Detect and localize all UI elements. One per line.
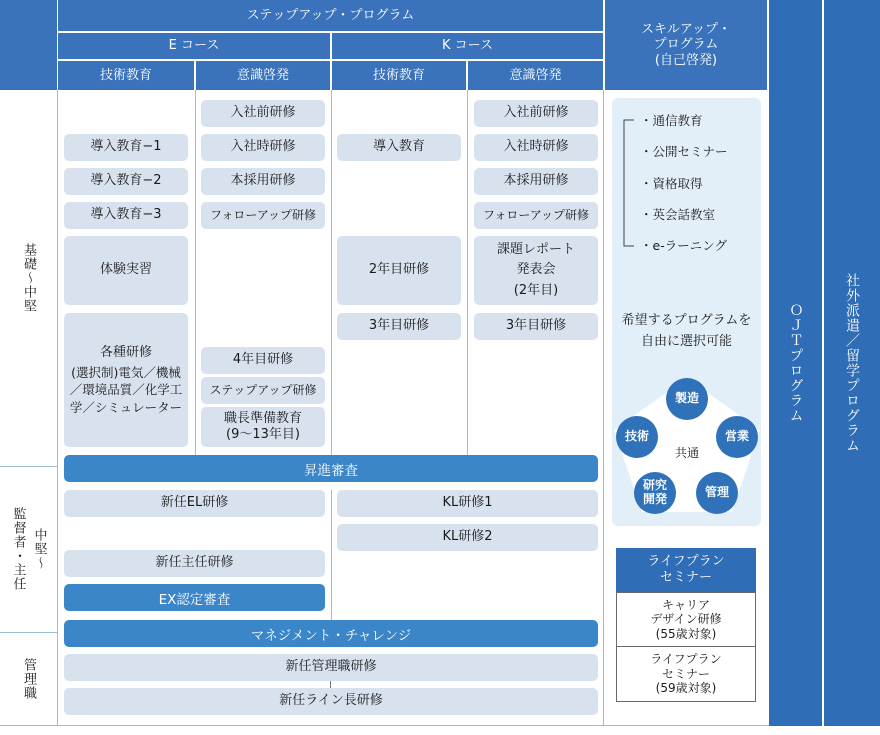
- e-various-training: [64, 313, 188, 447]
- k-year3-aware-text: 3年目研修: [505, 318, 567, 334]
- career-design-l3: (55歳対象): [655, 626, 717, 641]
- ojt-band: [769, 0, 822, 726]
- k-tech-label: 技術教育: [372, 67, 425, 83]
- divider: [57, 90, 58, 726]
- row-label-supervisor: [0, 468, 57, 630]
- skill-item-1-text: ・通信教育: [640, 113, 703, 128]
- skill-item-5-text: ・e-ラーニング: [640, 238, 727, 253]
- e-course-label: E コース: [168, 38, 220, 54]
- skill-item-4: [640, 205, 715, 223]
- divider: [331, 90, 332, 455]
- e-aware-label: 意識啓発: [236, 67, 289, 83]
- divider: [0, 466, 57, 467]
- lifeplan-header-l1: ライフプラン: [647, 553, 725, 569]
- career-design-l2: デザイン研修: [650, 612, 722, 627]
- kl-training-1-text: KL研修1: [442, 495, 493, 511]
- e-at-entry: [201, 134, 325, 161]
- kl-training-1: [337, 490, 598, 517]
- row-label-supervisor-b: 監督者・主任: [10, 507, 26, 591]
- k-intro: [337, 134, 461, 161]
- circle-rnd-l2: 開発: [642, 492, 667, 506]
- e-intro-2-text: 導入教育−2: [90, 173, 162, 189]
- abroad-band: [824, 0, 880, 726]
- circle-management: [696, 472, 738, 514]
- k-year2-text: 2年目研修: [368, 262, 430, 278]
- e-experience: [64, 236, 188, 305]
- e-year4-text: 4年目研修: [232, 352, 294, 368]
- skillup-label-3: (自己啓発): [654, 52, 718, 68]
- divider: [195, 90, 196, 455]
- skill-item-2: [640, 142, 728, 160]
- common-label: [665, 441, 709, 463]
- lifeplan-59-l2: セミナー: [661, 666, 710, 681]
- e-various-l4: 学／シミュレーター: [69, 399, 183, 415]
- divider: [467, 90, 468, 455]
- abroad-label: 社外派遣／留学プログラム: [844, 273, 860, 453]
- e-permanent: [201, 168, 325, 195]
- e-stepup-training-text: ステップアップ研修: [209, 383, 317, 398]
- new-manager-training: [64, 654, 598, 681]
- ex-certification: [64, 584, 325, 611]
- k-follow-up-text: フォローアップ研修: [483, 208, 589, 223]
- corner-cell: [0, 0, 57, 90]
- e-aware-header: [196, 61, 330, 90]
- new-chief-text: 新任主任研修: [155, 555, 234, 571]
- circle-sales-text: 営業: [724, 429, 749, 444]
- skill-item-4-text: ・英会話教室: [640, 207, 716, 222]
- e-various-l1: 各種研修: [99, 344, 152, 360]
- choose-note-l1: 希望するプログラムを: [621, 313, 752, 328]
- stepup-header: [58, 0, 603, 31]
- stepup-header-label: ステップアップ・プログラム: [246, 7, 415, 23]
- lifeplan-59-l3: (59歳対象): [655, 681, 717, 696]
- e-year4: [201, 347, 325, 374]
- new-line-head-training: [64, 688, 598, 715]
- e-tech-label: 技術教育: [99, 67, 152, 83]
- lifeplan-header: [616, 548, 756, 592]
- k-pre-entry: [474, 100, 598, 127]
- k-tech-header: [332, 61, 466, 90]
- e-at-entry-text: 入社時研修: [230, 139, 296, 155]
- circle-manufacturing-text: 製造: [674, 391, 699, 406]
- bracket: [612, 98, 642, 258]
- skill-item-2-text: ・公開セミナー: [640, 144, 728, 159]
- e-chief-prep-l2: (9〜13年目): [226, 427, 300, 442]
- k-aware-header: [468, 61, 603, 90]
- promotion-exam: [64, 455, 598, 482]
- e-follow-up-text: フォローアップ研修: [210, 208, 316, 223]
- e-pre-entry-text: 入社前研修: [230, 105, 296, 121]
- choose-note-l2: 自由に選択可能: [640, 333, 732, 349]
- management-challenge-text: マネジメント・チャレンジ: [250, 627, 412, 644]
- k-aware-label: 意識啓発: [509, 67, 562, 83]
- promotion-exam-text: 昇進審査: [304, 462, 358, 479]
- circle-sales: [716, 416, 758, 458]
- lifeplan-seminar-59: [616, 646, 756, 702]
- e-chief-prep-l1: 職長準備教育: [223, 410, 302, 426]
- connector-line: [330, 681, 331, 688]
- circle-manufacturing: [666, 378, 708, 420]
- skillup-label-2: プログラム: [653, 37, 719, 53]
- choose-freely-note: [612, 311, 761, 353]
- k-year3-aware: [474, 313, 598, 340]
- row-label-basic-text: 基礎〜中堅: [21, 243, 36, 313]
- new-chief-training: [64, 550, 325, 577]
- k-at-entry-text: 入社時研修: [503, 139, 569, 155]
- e-intro-1-text: 導入教育−1: [90, 139, 162, 155]
- e-various-l2: (選択制)電気／機械: [71, 364, 181, 380]
- k-report-l2: 発表会: [516, 262, 556, 278]
- e-follow-up: [201, 202, 325, 229]
- e-intro-3: [64, 202, 188, 229]
- k-report-l1: 課題レポート: [496, 242, 575, 258]
- divider: [603, 90, 604, 726]
- row-label-basic: [0, 92, 57, 464]
- skillup-header: [605, 0, 767, 90]
- divider: [331, 490, 332, 620]
- skill-item-1: [640, 111, 703, 129]
- common-label-text: 共通: [674, 445, 699, 460]
- circle-management-text: 管理: [704, 485, 729, 500]
- k-permanent: [474, 168, 598, 195]
- k-report-l3: (2年目): [513, 282, 559, 298]
- ojt-label: ＯＪＴプログラム: [787, 303, 804, 423]
- e-experience-text: 体験実習: [99, 262, 152, 278]
- lifeplan-header-l2: セミナー: [659, 570, 712, 585]
- new-el-text: 新任EL研修: [160, 495, 229, 511]
- row-label-supervisor-a: 中堅〜: [31, 528, 47, 570]
- k-course-label: K コース: [441, 38, 493, 54]
- kl-training-2-text: KL研修2: [442, 529, 493, 545]
- row-label-manager-text: 管理職: [21, 658, 36, 700]
- circle-technology-text: 技術: [624, 429, 649, 444]
- ex-certification-text: EX認定審査: [158, 591, 231, 608]
- e-permanent-text: 本採用研修: [230, 173, 296, 189]
- management-challenge: [64, 620, 598, 647]
- e-tech-header: [58, 61, 194, 90]
- e-intro-2: [64, 168, 188, 195]
- k-intro-text: 導入教育: [372, 139, 425, 155]
- k-year3-tech-text: 3年目研修: [368, 318, 430, 334]
- k-course-header: [332, 33, 603, 59]
- k-year2: [337, 236, 461, 305]
- new-el-training: [64, 490, 325, 517]
- skill-item-3-text: ・資格取得: [640, 176, 703, 191]
- skillup-label-1: スキルアップ・: [641, 21, 731, 37]
- e-course-header: [58, 33, 330, 59]
- kl-training-2: [337, 524, 598, 551]
- e-intro-3-text: 導入教育−3: [90, 207, 162, 223]
- k-permanent-text: 本採用研修: [503, 173, 569, 189]
- circle-technology: [616, 416, 658, 458]
- e-pre-entry: [201, 100, 325, 127]
- e-intro-1: [64, 134, 188, 161]
- divider: [0, 632, 57, 633]
- e-stepup-training: [201, 377, 325, 404]
- k-report: [474, 236, 598, 305]
- circle-rnd: [634, 472, 676, 514]
- skill-item-3: [640, 174, 703, 192]
- row-label-manager: [0, 634, 57, 724]
- career-design-l1: キャリア: [661, 597, 710, 612]
- career-design-training: [616, 592, 756, 647]
- e-chief-prep: [201, 407, 325, 447]
- new-manager-text: 新任管理職研修: [285, 659, 377, 675]
- circle-rnd-l1: 研究: [642, 478, 667, 493]
- divider: [0, 725, 769, 726]
- lifeplan-59-l1: ライフプラン: [650, 652, 722, 667]
- k-follow-up: [474, 202, 598, 229]
- k-at-entry: [474, 134, 598, 161]
- k-year3-tech: [337, 313, 461, 340]
- k-pre-entry-text: 入社前研修: [503, 105, 569, 121]
- new-line-head-text: 新任ライン長研修: [279, 693, 383, 709]
- skill-item-5: [640, 236, 727, 254]
- e-various-l3: ／環境品質／化学工: [69, 382, 183, 398]
